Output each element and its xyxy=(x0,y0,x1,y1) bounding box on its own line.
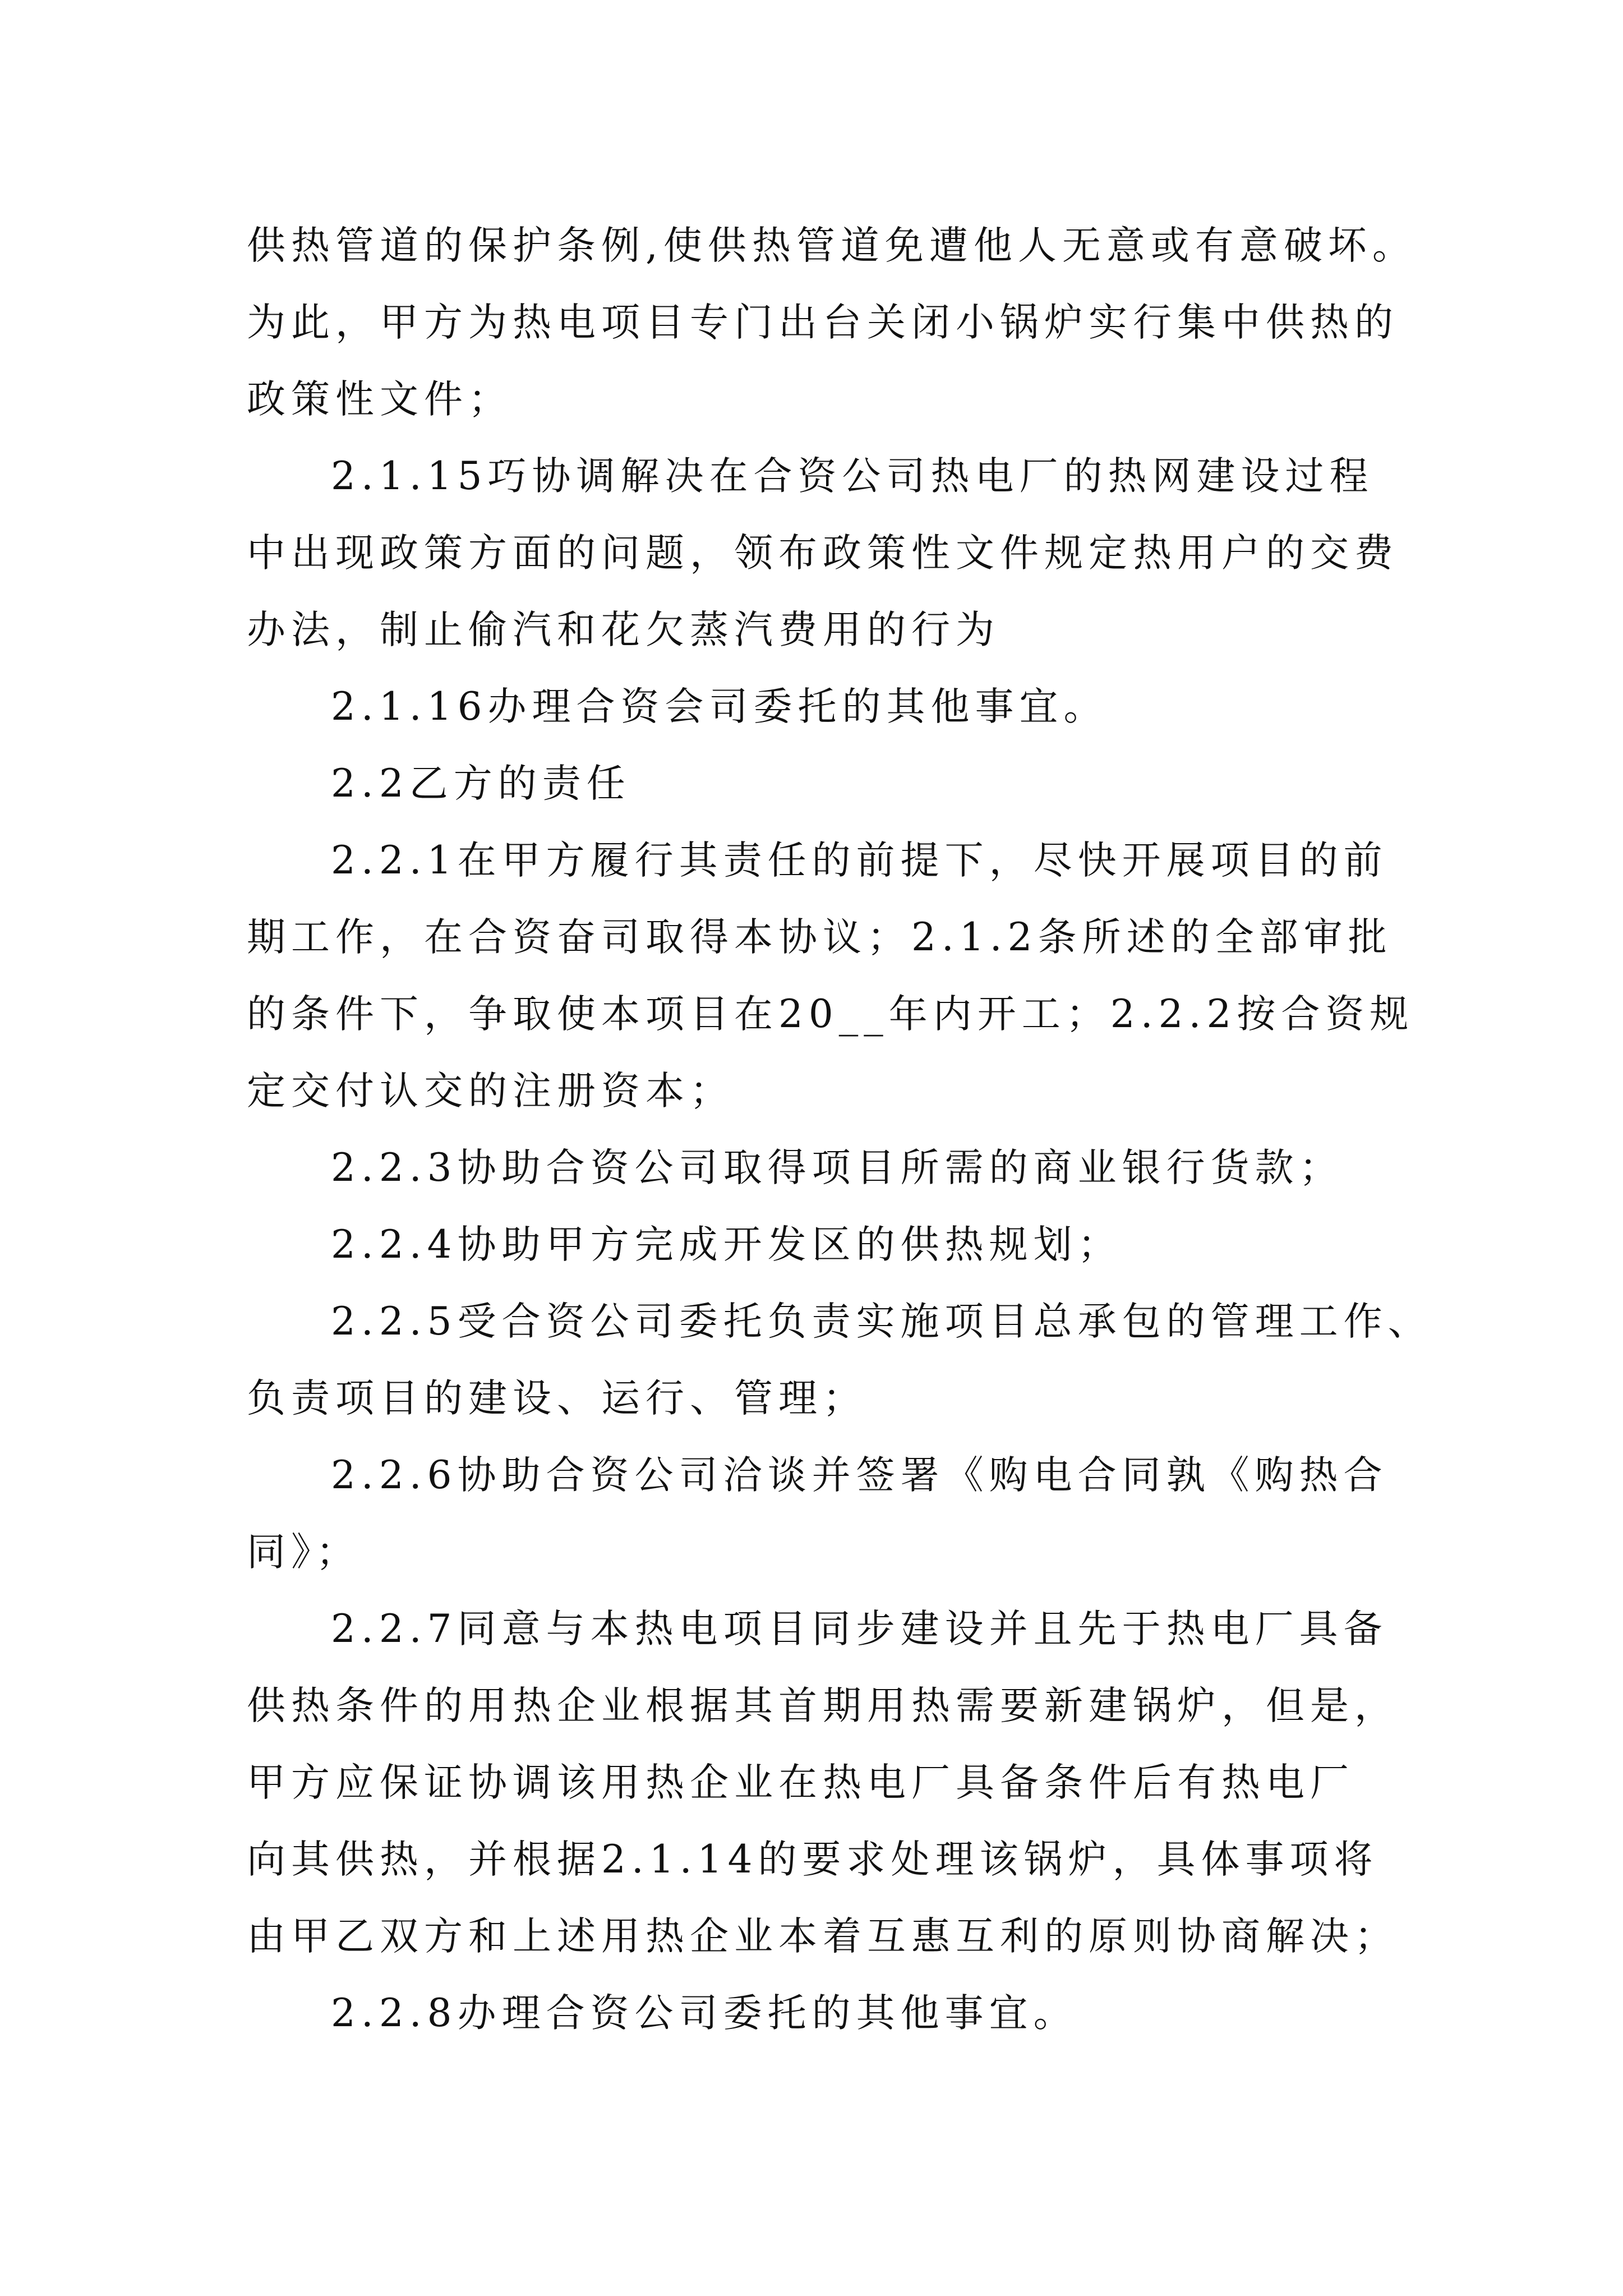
text-line: 供热管道的保护条例,使供热管道免遭他人无意或有意破坏。 xyxy=(247,223,1417,268)
text-line: 为此，甲方为热电项目专门出台关闭小锅炉实行集中供热的 xyxy=(247,300,1399,345)
text-line: 期工作，在合资奋司取得本协议；2.1.2条所述的全部审批 xyxy=(247,915,1393,960)
text-line: 2.2.6协助合资公司洽谈并签署《购电合同孰《购热合 xyxy=(331,1453,1388,1498)
text-line: 中出现政策方面的问题，领布政策性文件规定热用户的交费 xyxy=(247,531,1399,576)
text-line: 2.2.7同意与本热电项目同步建设并且先于热电厂具备 xyxy=(331,1607,1388,1651)
text-line: 甲方应保证协调该用热企业在热电厂具备条件后有热电厂 xyxy=(247,1760,1354,1805)
text-line: 定交付认交的注册资本； xyxy=(247,1069,734,1114)
text-line: 向其供热，并根据2.1.14的要求处理该锅炉，具体事项将 xyxy=(247,1837,1378,1882)
body-text xyxy=(247,208,1432,2052)
text-line: 2.1.15巧协调解决在合资公司热电厂的热网建设过程 xyxy=(331,454,1374,499)
text-line: 政策性文件； xyxy=(247,377,513,422)
text-line: 办法，制止偷汽和花欠蒸汽费用的行为 xyxy=(247,608,1000,652)
text-line: 2.2.4协助甲方完成开发区的供热规划； xyxy=(331,1222,1122,1267)
text-line: 同》； xyxy=(247,1530,361,1575)
text-line: 2.2.5受合资公司委托负责实施项目总承包的管理工作、 xyxy=(331,1299,1432,1344)
text-line: 供热条件的用热企业根据其首期用热需要新建锅炉，但是， xyxy=(247,1683,1399,1728)
section-heading: 2.2乙方的责任 xyxy=(331,761,631,806)
text-line: 2.2.8办理合资公司委托的其他事宜。 xyxy=(331,1991,1078,2036)
text-line: 由甲乙双方和上述用热企业本着互惠互利的原则协商解决； xyxy=(247,1914,1399,1959)
text-line: 负责项目的建设、运行、管理； xyxy=(247,1376,867,1421)
text-line: 2.1.16办理合资会司委托的其他事宜。 xyxy=(331,684,1108,729)
text-line: 2.2.3协助合资公司取得项目所需的商业银行货款； xyxy=(331,1145,1344,1190)
text-line: 2.2.1在甲方履行其责任的前提下，尽快开展项目的前 xyxy=(331,838,1388,883)
text-line: 的条件下，争取使本项目在20__年内开工；2.2.2按合资规 xyxy=(247,992,1414,1037)
